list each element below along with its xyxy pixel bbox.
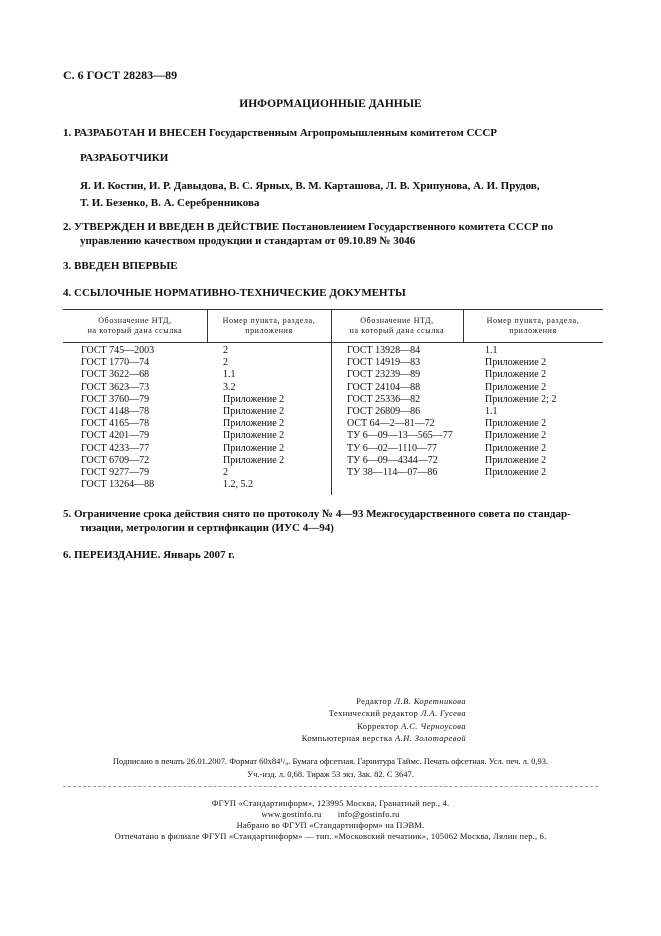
table-cell: ГОСТ 1770—74	[81, 357, 150, 369]
table-cell: ГОСТ 25336—82	[347, 393, 421, 405]
table-cell: ГОСТ 6709—72	[81, 454, 150, 466]
table-cell: Приложение 2	[485, 418, 547, 430]
table-cell: ГОСТ 4165—78	[81, 418, 150, 430]
typeset-note: Набрано во ФГУП «Стандартинформ» на ПЭВМ.	[236, 820, 425, 830]
page-header: С. 6 ГОСТ 28283—89	[63, 68, 178, 82]
table-cell: ГОСТ 745—2003	[81, 345, 155, 356]
table-cell: ГОСТ 9277—79	[81, 467, 150, 479]
table-cell: ГОСТ 14919—83	[347, 357, 421, 369]
table-cell: 1.1	[223, 369, 236, 381]
table-cell: Приложение 2	[223, 430, 285, 442]
publication-line-2: Уч.-изд. л. 0,68. Тираж 53 экз. Зак. 82. С 3647.	[247, 768, 414, 779]
credit-editor: Редактор Л.В. Коретникова	[356, 696, 466, 706]
publisher-web: www.gostinfo.ru info@gostinfo.ru	[261, 809, 400, 819]
table-cell: 1.1	[485, 406, 498, 418]
table-cell: ГОСТ 4233—77	[81, 442, 150, 454]
header-item-left: Номер пункта, раздела, приложения	[222, 316, 316, 335]
item-5-restriction: 5. Ограничение срока действия снято по протоколу № 4—93 Межгосударственного совета по стандар-	[63, 508, 571, 520]
table-cell: Приложение 2	[223, 418, 285, 430]
table-cell: Приложение 2	[485, 357, 547, 369]
table-cell: Приложение 2	[223, 442, 285, 454]
section-title: ИНФОРМАЦИОННЫЕ ДАННЫЕ	[239, 98, 422, 110]
item-4-reference-docs: 4. ССЫЛОЧНЫЕ НОРМАТИВНО-ТЕХНИЧЕСКИЕ ДОКУМЕНТЫ	[63, 287, 406, 299]
reference-docs-table	[63, 309, 603, 495]
table-cell: Приложение 2	[485, 369, 547, 381]
item-6-reissue: 6. ПЕРЕИЗДАНИЕ. Январь 2007 г.	[63, 549, 235, 561]
table-cell: Приложение 2	[223, 454, 285, 466]
table-cell: 1.1	[485, 345, 498, 356]
publication-info	[0, 755, 661, 780]
table-cell: ТУ 38—114—07—86	[347, 467, 438, 479]
table-cell: ГОСТ 24104—88	[347, 381, 421, 393]
table-cell: ОСТ 64—2—81—72	[347, 418, 435, 430]
credit-layout: Компьютерная верстка А.Н. Золотаревой	[301, 732, 466, 743]
publisher-address: ФГУП «Стандартинформ», 123995 Москва, Гранатный пер., 4.	[211, 798, 450, 808]
table-cell: ГОСТ 26809—86	[347, 406, 421, 418]
center-divider	[331, 310, 332, 495]
table-cell: Приложение 2	[485, 442, 547, 454]
item-2-approved-cont: управлению качеством продукции и стандартам от 09.10.89 № 3046	[80, 235, 416, 247]
header-doc-left: Обозначение НТД, на который дана ссылка	[87, 316, 183, 335]
credit-proofreader: Корректор А.С. Черноусова	[357, 720, 466, 731]
table-cell: ГОСТ 4148—78	[81, 406, 150, 418]
publication-line-1: Подписано в печать 26.01.2007. Формат 60x84¹/₈. Бумага офсетная. Гарнитура Таймс. Печать офсетная. Усл. печ. л. 0,93.	[112, 756, 549, 766]
table-cell: Приложение 2	[223, 393, 285, 405]
table-cell: ГОСТ 3622—68	[81, 369, 150, 381]
developers-line-2: Т. И. Безенко, В. А. Серебренникова	[80, 197, 260, 209]
table-cell: 2	[223, 357, 228, 369]
developers-label: РАЗРАБОТЧИКИ	[80, 152, 169, 164]
item-3-first-introduced: 3. ВВЕДЕН ВПЕРВЫЕ	[63, 260, 178, 272]
table-cell: Приложение 2	[223, 406, 285, 418]
table-cell: ГОСТ 13264—88	[81, 479, 155, 491]
developers-list	[80, 178, 600, 212]
table-cell: ГОСТ 13928—84	[347, 345, 421, 356]
credits-block	[230, 695, 466, 744]
table-cell: Приложение 2	[485, 467, 547, 479]
item-1-developed: 1. РАЗРАБОТАН И ВНЕСЕН Государственным Агропромышленным комитетом СССР	[63, 127, 498, 139]
table-cell: ТУ 6—09—4344—72	[347, 454, 438, 466]
printing-note: Отпечатано в филиале ФГУП «Стандартинформ» — тип. «Московский печатник», 105062 Москва, Лялин пер., 6.	[114, 831, 547, 841]
item-5-restriction-cont: тизации, метрологии и сертификации (ИУС 4—94)	[80, 522, 334, 534]
table-cell: ТУ 6—02—1110—77	[347, 442, 437, 454]
table-cell: Приложение 2	[485, 454, 547, 466]
table-cell: Приложение 2	[485, 430, 547, 442]
table-cell: 3.2	[223, 381, 236, 393]
left-item-column	[223, 345, 284, 491]
right-item-column	[485, 345, 556, 479]
developers-line-1: Я. И. Костин, И. Р. Давыдова, В. С. Ярных, В. М. Карташова, Л. В. Хрипунова, А. И. Прудов,	[80, 180, 540, 192]
left-doc-column	[81, 345, 154, 491]
table-cell: ГОСТ 23239—89	[347, 369, 421, 381]
table-cell: ТУ 6—09—13—565—77	[347, 430, 453, 442]
header-doc-right: Обозначение НТД, на который дана ссылка	[349, 316, 445, 335]
table-cell: ГОСТ 4201—79	[81, 430, 150, 442]
table-cell: 1.2, 5.2	[223, 479, 253, 491]
credit-tech-editor: Технический редактор Л.А. Гусева	[328, 708, 466, 719]
footer-divider	[63, 786, 598, 787]
item-2-approved: 2. УТВЕРЖДЕН И ВВЕДЕН В ДЕЙСТВИЕ Постановлением Государственного комитета СССР по	[63, 221, 554, 233]
table-cell: 2	[223, 467, 228, 479]
table-cell: ГОСТ 3760—79	[81, 393, 150, 405]
right-doc-column	[347, 345, 453, 479]
header-item-right: Номер пункта, раздела, приложения	[486, 316, 580, 335]
table-cell: ГОСТ 3623—73	[81, 381, 150, 393]
table-cell: Приложение 2; 2	[485, 393, 557, 405]
table-cell: Приложение 2	[485, 381, 547, 393]
table-cell: 2	[223, 345, 228, 356]
publisher-footer	[0, 798, 661, 842]
